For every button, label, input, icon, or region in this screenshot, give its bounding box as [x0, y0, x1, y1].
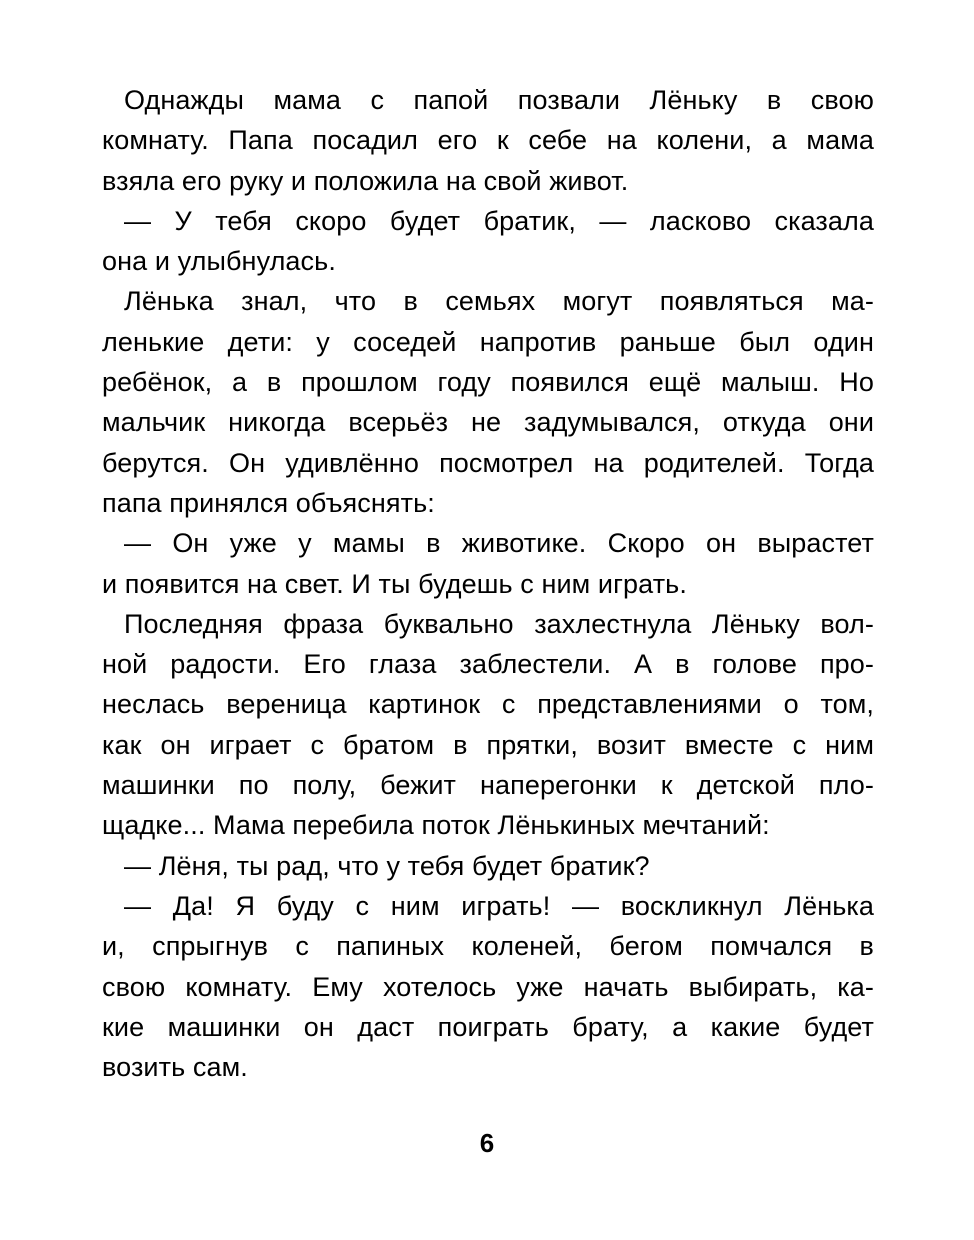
text-line: взяла его руку и положила на свой живот.	[102, 165, 629, 196]
text-line: — Он уже у мамы в животике. Скоро он вырастет	[124, 528, 874, 559]
paragraph	[102, 281, 874, 523]
text-line: Последняя фраза буквально захлестнула Лёньку вол-	[124, 608, 874, 639]
text-line: машинки по полу, бежит наперегонки к детской пло-	[102, 770, 874, 801]
text-line: возить сам.	[102, 1052, 248, 1083]
page-number: 6	[479, 1128, 495, 1158]
text-line: ребёнок, а в прошлом году появился ещё малыш. Но	[102, 367, 874, 398]
text-line: кие машинки он даст поиграть брату, а какие будет	[102, 1011, 874, 1042]
text-line: неслась вереница картинок с представлениями о том,	[102, 689, 874, 720]
text-line: и, спрыгнув с папиных коленей, бегом помчался в	[102, 931, 874, 962]
story-text	[102, 80, 874, 1087]
paragraph	[102, 846, 874, 886]
text-line: Лёнька знал, что в семьях могут появляться ма-	[124, 286, 874, 317]
text-line: мальчик никогда всерьёз не задумывался, откуда они	[102, 407, 874, 438]
text-line: комнату. Папа посадил его к себе на колени, а мама	[102, 125, 874, 156]
text-line: щадке... Мама перебила поток Лёнькиных мечтаний:	[102, 810, 770, 841]
paragraph	[102, 523, 874, 604]
text-line: как он играет с братом в прятки, возит вместе с ним	[102, 729, 874, 760]
text-line: — Да! Я буду с ним играть! — воскликнул Лёнька	[124, 890, 874, 921]
paragraph	[102, 604, 874, 846]
text-line: свою комнату. Ему хотелось уже начать выбирать, ка-	[102, 971, 874, 1002]
paragraph	[102, 886, 874, 1087]
text-line: ной радости. Его глаза заблестели. А в голове про-	[102, 649, 874, 680]
text-line: она и улыбнулась.	[102, 246, 336, 277]
text-line: и появится на свет. И ты будешь с ним играть.	[102, 568, 687, 599]
text-line: папа принялся объяснять:	[102, 487, 435, 518]
text-line: берутся. Он удивлённо посмотрел на родителей. Тогда	[102, 447, 874, 478]
text-line: — У тебя скоро будет братик, — ласково сказала	[124, 205, 874, 236]
paragraph	[102, 201, 874, 282]
text-line: Однажды мама с папой позвали Лёньку в свою	[124, 85, 874, 115]
text-line: — Лёня, ты рад, что у тебя будет братик?	[124, 850, 650, 881]
text-line: ленькие дети: у соседей напротив раньше был один	[102, 326, 874, 357]
paragraph	[102, 80, 874, 201]
